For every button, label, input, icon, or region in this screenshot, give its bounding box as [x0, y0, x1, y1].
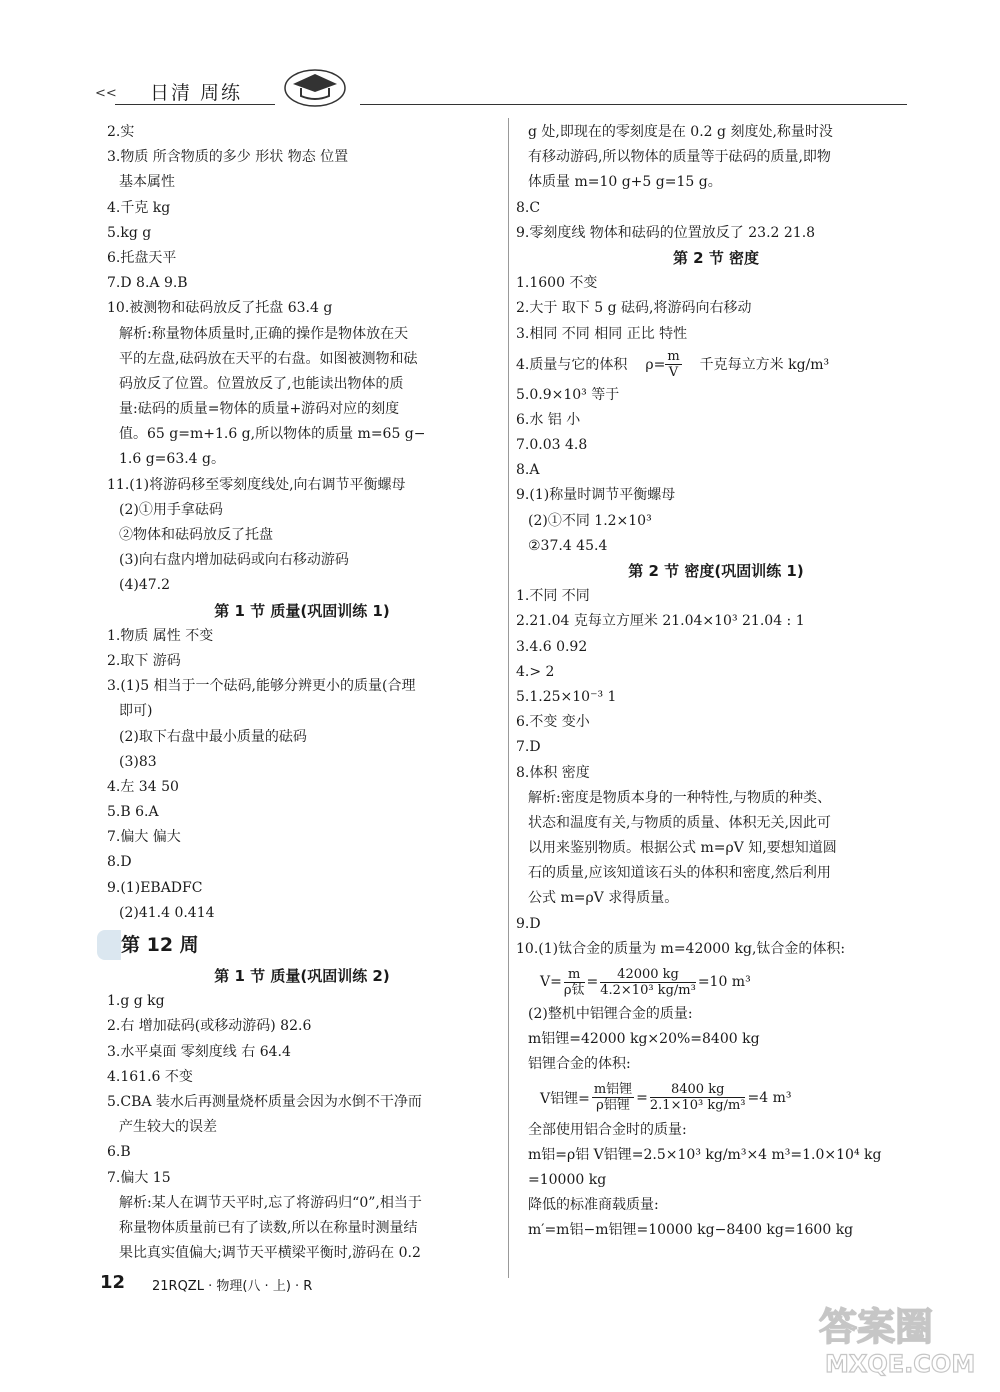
formula-fraction — [600, 967, 696, 998]
page-footer — [100, 1272, 313, 1294]
fraction-numerator: 8400 kg — [650, 1082, 746, 1098]
answer-line: 3.(1)5 相当于一个砝码,能够分辨更小的质量(合理 — [107, 678, 416, 695]
fraction-numerator: m — [564, 967, 585, 983]
answer-line: 11.(1)将游码移至零刻度线处,向右调节平衡螺母 — [107, 476, 406, 493]
answer-line: 9.(1)称量时调节平衡螺母 — [516, 487, 676, 504]
right-column — [516, 120, 916, 1244]
fraction-denominator: 4.2×10³ kg/m³ — [600, 982, 696, 998]
answer-line: (2)取下右盘中最小质量的砝码 — [119, 728, 307, 745]
answer-line: 基本属性 — [119, 174, 175, 191]
answer-line: 2.21.04 克每立方厘米 21.04×10³ 21.04 : 1 — [516, 613, 805, 630]
answer-line: 3.相同 不同 相同 正比 特性 — [516, 325, 688, 342]
formula-fraction — [650, 1082, 746, 1113]
formula-lhs: V= — [540, 974, 562, 990]
answer-line: 8.D — [107, 854, 132, 871]
answer-line: 6.不变 变小 — [516, 714, 590, 731]
answer-line: 5.kg g — [107, 224, 152, 241]
answer-line: 5.B 6.A — [107, 804, 159, 821]
answer-line: 公式 m=ρV 求得质量。 — [528, 890, 679, 907]
answer-line: (3)83 — [119, 753, 157, 770]
answer-line: 7.偏大 15 — [107, 1169, 171, 1186]
answer-line: m铝=ρ铝 V铝锂=2.5×10³ kg/m³×4 m³=1.0×10⁴ kg — [528, 1146, 882, 1163]
answer-line: 5.CBA 装水后再测量烧杯质量会因为水倒不干净而 — [107, 1093, 422, 1110]
section-heading: 第 1 节 质量(巩固训练 2) — [214, 967, 390, 985]
density-suffix: 千克每立方米 kg/m³ — [699, 356, 830, 373]
math-formula — [516, 1078, 916, 1118]
formula-equals: = — [636, 1089, 648, 1106]
formula-result: =4 m³ — [747, 1089, 792, 1106]
answer-line: 解析:某人在调节天平时,忘了将游码归“0”,相当于 — [119, 1194, 422, 1211]
answer-line: (2)①用手拿砝码 — [119, 501, 223, 518]
answer-line: (2)①不同 1.2×10³ — [528, 512, 652, 529]
formula-result: =10 m³ — [697, 974, 751, 990]
answer-line: (2)整机中铝锂合金的质量: — [528, 1006, 693, 1022]
density-rho: ρ= — [645, 356, 666, 373]
answer-line: 2.实 — [107, 124, 135, 140]
answer-line-density-formula — [516, 347, 916, 383]
answer-line: 7.D 8.A 9.B — [107, 275, 188, 292]
answer-line: 值。65 g=m+1.6 g,所以物体的质量 m=65 g− — [119, 426, 426, 443]
formula-lhs: V铝锂= — [540, 1090, 590, 1107]
math-formula — [516, 962, 916, 1002]
answer-line: 8.体积 密度 — [516, 764, 590, 781]
fraction-numerator: m — [667, 349, 680, 365]
answer-line: 3.水平桌面 零刻度线 右 64.4 — [107, 1043, 291, 1060]
answer-line: 9.(1)EBADFC — [107, 879, 203, 896]
answer-line: ②物体和砝码放反了托盘 — [119, 527, 273, 543]
section-heading: 第 2 节 密度 — [672, 248, 760, 267]
answer-line: 平的左盘,砝码放在天平的右盘。如图被测物和砝 — [119, 350, 418, 367]
answer-line: 9.D — [516, 915, 541, 932]
header-arrow-icon: << — [95, 86, 117, 101]
answer-line: 铝锂合金的体积: — [528, 1056, 631, 1073]
answer-line: 称量物体质量前已有了读数,所以在称量时测量结 — [119, 1219, 418, 1236]
answer-line: 9.零刻度线 物体和砝码的位置放反了 23.2 21.8 — [516, 224, 816, 241]
header-rule-right — [360, 104, 907, 105]
answer-line: 量:砝码的质量=物体的质量+游码对应的刻度 — [119, 401, 400, 418]
answer-line: 1.不同 不同 — [516, 588, 590, 605]
column-divider — [508, 118, 509, 1278]
answer-line: 有移动游码,所以物体的质量等于砝码的质量,即物 — [528, 149, 831, 166]
answer-line: m铝锂=42000 kg×20%=8400 kg — [528, 1031, 760, 1048]
footer-book-code: 21RQZL · 物理(八 · 上) · R — [152, 1279, 313, 1294]
answer-line: 码放反了位置。位置放反了,也能读出物体的质 — [119, 375, 404, 392]
answer-line: 即可) — [119, 703, 153, 720]
answer-line: 6.托盘天平 — [107, 249, 177, 266]
formula-fraction — [564, 967, 585, 998]
answer-line: 1.1600 不变 — [516, 275, 598, 292]
density-prefix: 4.质量与它的体积 — [516, 356, 628, 373]
answer-line: 3.4.6 0.92 — [516, 638, 588, 655]
answer-line: 降低的标准商载质量: — [528, 1197, 659, 1214]
answer-line: 7.0.03 4.8 — [516, 437, 588, 454]
answer-line: 10.被测物和砝码放反了托盘 63.4 g — [107, 300, 333, 317]
answer-line: 状态和温度有关,与物质的质量、体积无关,因此可 — [528, 814, 831, 831]
answer-line: 1.物质 属性 不变 — [107, 627, 214, 644]
watermark-text-en: MXQE.COM — [825, 1350, 976, 1378]
answer-line: 4.千克 kg — [107, 199, 171, 216]
fraction-numerator: m铝锂 — [593, 1082, 633, 1098]
answer-line: 3.物质 所含物质的多少 形状 物态 位置 — [107, 149, 349, 166]
section-heading: 第 1 节 质量(巩固训练 1) — [214, 601, 390, 620]
header-title: 日清 周练 — [150, 82, 243, 104]
answer-line: 产生较大的误差 — [119, 1119, 217, 1136]
answer-line: 2.右 增加砝码(或移动游码) 82.6 — [107, 1018, 312, 1035]
answer-line: 1.g g kg — [107, 993, 165, 1010]
answer-line: 8.A — [516, 462, 540, 479]
fraction-numerator: 42000 kg — [600, 967, 696, 983]
answer-line: (4)47.2 — [119, 577, 171, 594]
answer-line: 以用来鉴别物质。根据公式 m=ρV 知,要想知道圆 — [528, 840, 837, 857]
answer-line: 8.C — [516, 199, 541, 216]
answer-line: m′=m铝−m铝锂=10000 kg−8400 kg=1600 kg — [528, 1222, 854, 1239]
fraction-denominator: ρ铝锂 — [596, 1098, 630, 1114]
answer-line: 4.> 2 — [516, 663, 555, 680]
answer-line: 果比真实值偏大;调节天平横梁平衡时,游码在 0.2 — [119, 1245, 421, 1262]
answer-line: 7.偏大 偏大 — [107, 829, 181, 846]
answer-line: 6.B — [107, 1144, 131, 1161]
answer-line: 1.6 g=63.4 g。 — [119, 451, 225, 468]
answer-line: 4.左 34 50 — [107, 778, 179, 795]
answer-line: (3)向右盘内增加砝码或向右移动游码 — [119, 552, 349, 569]
answer-line: g 处,即现在的零刻度是在 0.2 g 刻度处,称量时没 — [528, 124, 833, 140]
week-heading — [107, 926, 497, 964]
answer-line: (2)41.4 0.414 — [119, 904, 215, 921]
left-column — [107, 120, 497, 1266]
fraction-denominator: V — [668, 365, 679, 381]
answer-line: 石的质量,应该知道该石头的体积和密度,然后利用 — [528, 865, 831, 882]
answer-line: =10000 kg — [528, 1171, 607, 1188]
answer-line: 解析:密度是物质本身的一种特性,与物质的种类、 — [528, 789, 832, 806]
week-heading-text: 第 12 周 — [121, 934, 199, 956]
answer-line: 4.161.6 不变 — [107, 1068, 193, 1085]
graduation-cap-icon — [283, 64, 347, 108]
answer-line: 6.水 铝 小 — [516, 411, 581, 428]
watermark-logo — [815, 1298, 985, 1378]
page-header — [95, 78, 907, 108]
page-number: 12 — [100, 1272, 126, 1293]
formula-fraction — [592, 1082, 634, 1113]
fraction-denominator: 2.1×10³ kg/m³ — [649, 1098, 746, 1114]
answer-line: 5.1.25×10⁻³ 1 — [516, 688, 617, 705]
answer-line: 5.0.9×10³ 等于 — [516, 386, 620, 403]
answer-line: 7.D — [516, 739, 541, 756]
answer-line: ②37.4 45.4 — [528, 537, 608, 554]
formula-equals: = — [586, 974, 599, 990]
fraction-denominator: ρ钛 — [563, 982, 585, 998]
answer-line: 解析:称量物体质量时,正确的操作是物体放在天 — [119, 325, 409, 342]
answer-line: 2.大于 取下 5 g 砝码,将游码向右移动 — [516, 300, 752, 317]
section-heading: 第 2 节 密度(巩固训练 1) — [628, 562, 804, 580]
watermark-text-cn: 答案圈 — [819, 1305, 934, 1349]
answer-line: 10.(1)钛合金的质量为 m=42000 kg,钛合金的体积: — [516, 940, 846, 957]
answer-line: 体质量 m=10 g+5 g=15 g。 — [528, 174, 722, 191]
answer-line: 全部使用铝合金时的质量: — [528, 1121, 687, 1138]
answer-line: 2.取下 游码 — [107, 652, 181, 669]
